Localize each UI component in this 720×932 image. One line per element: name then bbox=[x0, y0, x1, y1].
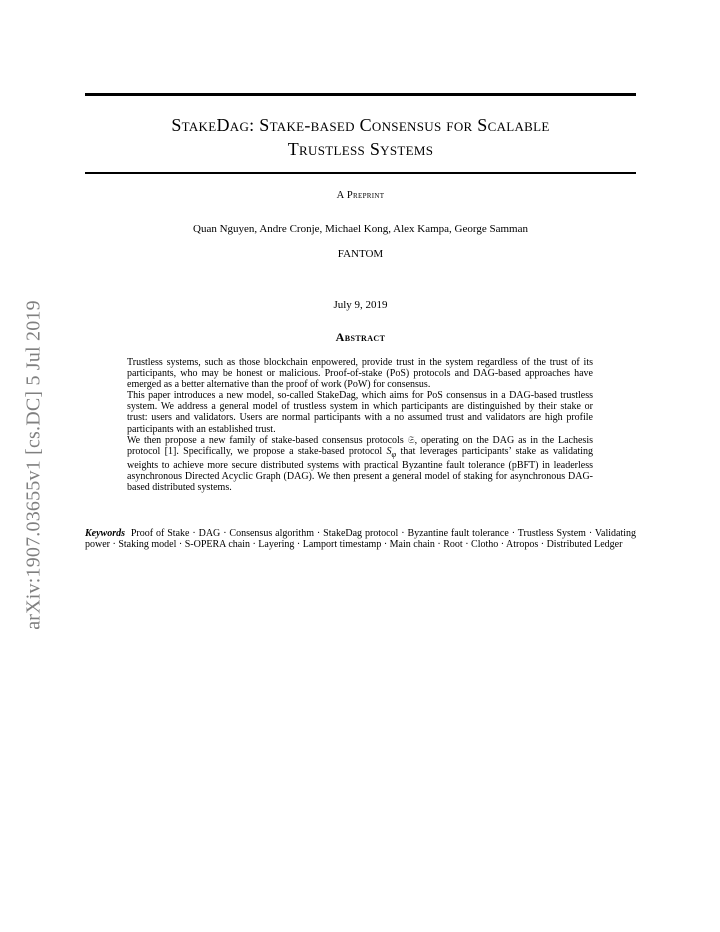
title-top-rule bbox=[85, 93, 636, 96]
protocol-symbol: S bbox=[386, 445, 392, 457]
affiliation: FANTOM bbox=[337, 248, 384, 260]
paper-title-line-2: Trustless Systems bbox=[287, 139, 434, 159]
author-list: Quan Nguyen, Andre Cronje, Michael Kong, Alex Kampa, George Samman bbox=[193, 223, 528, 235]
protocol-symbol-subscript: φ bbox=[391, 449, 397, 459]
keywords-list: Proof of Stake · DAG · Consensus algorithm · StakeDag protocol · Byzantine fault tolerance · Trustless System · Validating power · Staking model · S-OPERA chain · Layering · Lamport timestamp · Main chain · Root · Clotho · Atropos · Distributed Ledger bbox=[85, 528, 636, 551]
abstract-body bbox=[127, 357, 593, 493]
abstract-paragraph-3 bbox=[127, 435, 593, 493]
abstract-paragraph-3-part-b: that leverages participants’ stake as validating weights to achieve more secure distributed systems with practical Byzantine fault tolerance (pBFT) in leaderless asynchronous Directed Acyclic Graph (DAG). We then present a general model of staking for asynchronous DAG-based distributed systems. bbox=[127, 445, 593, 494]
paper-title bbox=[85, 113, 636, 161]
paper-title-line-1: StakeDag: Stake-based Consensus for Scalable bbox=[171, 115, 550, 135]
abstract-paragraph-3-part-a: We then propose a new family of stake-based consensus protocols 𝔖, operating on the DAG as in the Lachesis protocol [1]. Specifically, we propose a stake-based protocol bbox=[127, 434, 593, 457]
abstract-heading: Abstract bbox=[335, 330, 386, 344]
title-bottom-rule bbox=[85, 172, 636, 174]
abstract-paragraph-1: Trustless systems, such as those blockchain enpowered, provide trust in the system regardless of the trust of its participants, who may be honest or malicious. Proof-of-stake (PoS) protocols and DAG-based approaches have emerged as a better alternative than the proof of work (PoW) for consensus. bbox=[127, 357, 593, 391]
preprint-label: A Preprint bbox=[336, 190, 385, 201]
abstract-paragraph-2: This paper introduces a new model, so-called StakeDag, which aims for PoS consensus in a DAG-based trustless system. We address a general model of trustless system in which participants are distinguished by their stake or trust: users and validators. Users are normal participants with a no assumed trust and validators are high profile participants with an established trust. bbox=[127, 390, 593, 435]
arxiv-identifier-stamp: arXiv:1907.03655v1 [cs.DC] 5 Jul 2019 bbox=[22, 300, 45, 630]
keywords-label: Keywords bbox=[85, 528, 125, 539]
keywords-block bbox=[85, 528, 636, 550]
publication-date: July 9, 2019 bbox=[333, 299, 388, 311]
